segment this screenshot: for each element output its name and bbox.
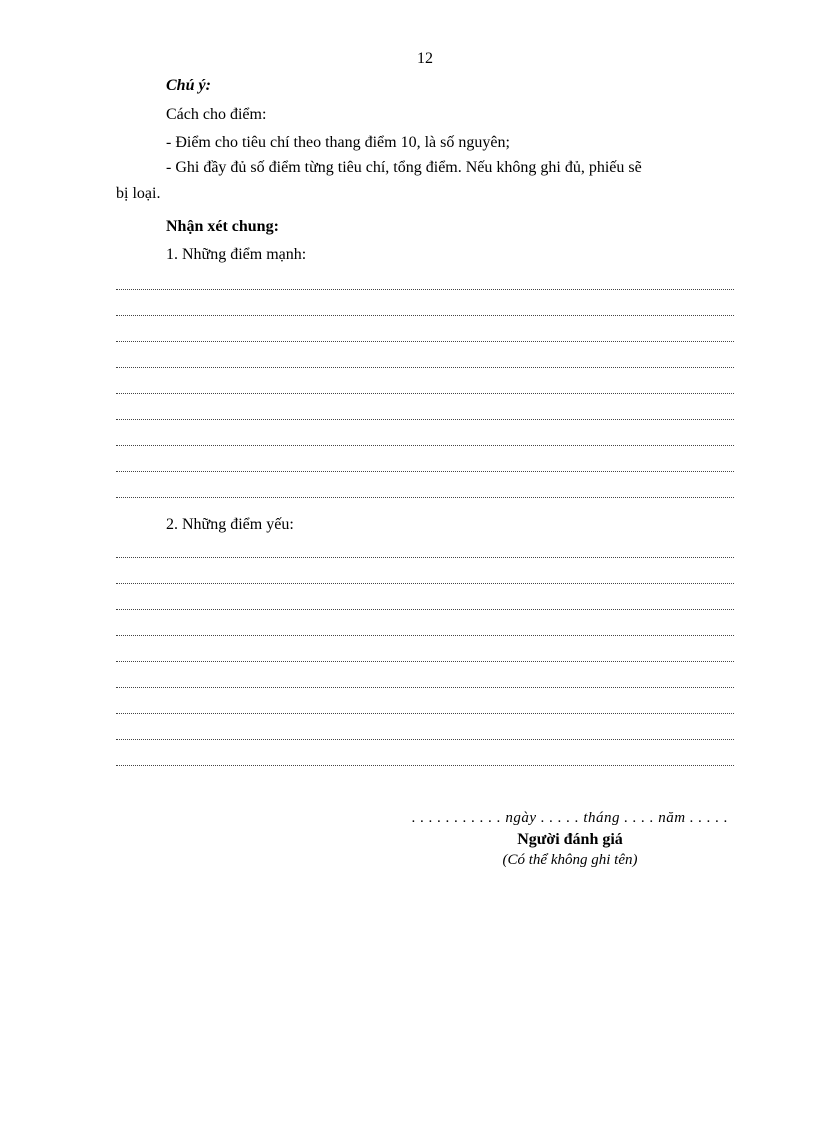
signature-date-line: . . . . . . . . . . . ngày . . . . . tháng . . . . năm . . . . . — [411, 810, 729, 826]
weaknesses-title: 2. Những điểm yếu: — [166, 516, 294, 533]
weaknesses-dotted-line[interactable] — [116, 584, 734, 610]
strengths-dotted-line[interactable] — [116, 420, 734, 446]
signer-note: (Có thể không ghi tên) — [502, 852, 638, 868]
strengths-dotted-line[interactable] — [116, 316, 734, 342]
weaknesses-answer-area[interactable] — [116, 532, 734, 766]
strengths-dotted-line[interactable] — [116, 368, 734, 394]
page-number: 12 — [417, 50, 433, 67]
note-title: Chú ý: — [166, 77, 211, 94]
weaknesses-dotted-line[interactable] — [116, 532, 734, 558]
strengths-dotted-line[interactable] — [116, 394, 734, 420]
strengths-dotted-line[interactable] — [116, 342, 734, 368]
weaknesses-dotted-line[interactable] — [116, 714, 734, 740]
weaknesses-dotted-line[interactable] — [116, 688, 734, 714]
scoring-rule-2-continued: bị loại. — [116, 185, 161, 202]
weaknesses-dotted-line[interactable] — [116, 636, 734, 662]
scoring-title: Cách cho điểm: — [166, 106, 267, 123]
strengths-answer-area[interactable] — [116, 264, 734, 498]
scoring-rule-1: - Điểm cho tiêu chí theo thang điểm 10, là số nguyên; — [166, 134, 510, 151]
weaknesses-dotted-line[interactable] — [116, 610, 734, 636]
weaknesses-dotted-line[interactable] — [116, 558, 734, 584]
scoring-rule-2: - Ghi đầy đủ số điểm từng tiêu chí, tổng điểm. Nếu không ghi đủ, phiếu sẽ — [166, 159, 642, 176]
strengths-dotted-line[interactable] — [116, 290, 734, 316]
strengths-dotted-line[interactable] — [116, 472, 734, 498]
strengths-title: 1. Những điểm mạnh: — [166, 246, 307, 263]
weaknesses-dotted-line[interactable] — [116, 740, 734, 766]
weaknesses-dotted-line[interactable] — [116, 662, 734, 688]
general-comment-title: Nhận xét chung: — [166, 218, 279, 235]
signer-title: Người đánh giá — [517, 831, 623, 848]
strengths-dotted-line[interactable] — [116, 446, 734, 472]
strengths-dotted-line[interactable] — [116, 264, 734, 290]
